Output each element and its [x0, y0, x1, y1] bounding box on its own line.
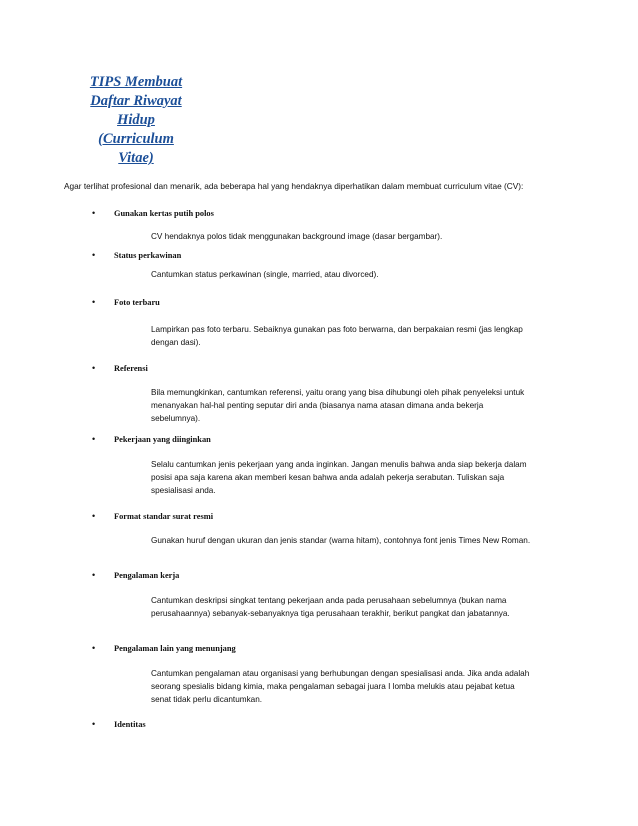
- item-description: Gunakan huruf dengan ukuran dan jenis standar (warna hitam), contohnya font jenis Times New Roman.: [151, 536, 531, 545]
- title-line: Vitae): [118, 150, 154, 166]
- item-description: CV hendaknya polos tidak menggunakan background image (dasar bergambar).: [151, 232, 443, 241]
- item-heading: Referensi: [114, 364, 148, 373]
- bullet-icon: •: [92, 511, 96, 521]
- item-heading: Foto terbaru: [114, 298, 160, 307]
- item-description: Cantumkan pengalaman atau organisasi yang berhubungan dengan spesialisasi anda. Jika anda adalah seorang spesialis bidang kimia, maka pengalaman sebagai juara I lomba melukis atau pejabat ketua senat tidak perlu dicantumkan.: [151, 669, 530, 704]
- item-heading: Pengalaman lain yang menunjang: [114, 644, 236, 653]
- bullet-icon: •: [92, 297, 96, 307]
- item-description: Lampirkan pas foto terbaru. Sebaiknya gunakan pas foto berwarna, dan berpakaian resmi (jas lengkap dengan dasi).: [151, 325, 523, 347]
- item-description: Bila memungkinkan, cantumkan referensi, yaitu orang yang bisa dihubungi oleh pihak penyeleksi untuk menanyakan hal-hal penting seputar diri anda (biasanya nama atasan dimana anda bekerja sebelumnya).: [151, 388, 525, 423]
- bullet-icon: •: [92, 434, 96, 444]
- intro-paragraph: Agar terlihat profesional dan menarik, ada beberapa hal yang hendaknya diperhatikan dalam membuat curriculum vitae (CV):: [64, 181, 524, 191]
- bullet-icon: •: [92, 719, 96, 729]
- item-description: Cantumkan deskripsi singkat tentang pekerjaan anda pada perusahaan sebelumnya (bukan nama perusahaannya) sebanyak-sebanyaknya tiga perusahaan terakhir, berikut pangkat dan jabatannya.: [151, 596, 510, 618]
- title-line: Hidup: [117, 112, 155, 128]
- bullet-icon: •: [92, 208, 96, 218]
- item-heading: Pengalaman kerja: [114, 571, 180, 580]
- item-heading: Format standar surat resmi: [114, 512, 214, 521]
- item-description: Selalu cantumkan jenis pekerjaan yang anda inginkan. Jangan menulis bahwa anda siap bekerja dalam posisi apa saja karena akan memberi kesan bahwa anda adalah pekerja serabutan. Tuliskan saja spesialisasi anda.: [151, 460, 527, 495]
- item-heading: Identitas: [114, 720, 146, 729]
- title-line: TIPS Membuat: [89, 74, 183, 90]
- document-title: [72, 73, 200, 168]
- title-line: Daftar Riwayat: [90, 93, 182, 109]
- bullet-icon: •: [92, 643, 96, 653]
- title-line: (Curriculum: [98, 131, 174, 147]
- item-heading: Status perkawinan: [114, 251, 182, 260]
- item-description: Cantumkan status perkawinan (single, married, atau divorced).: [151, 270, 379, 279]
- bullet-icon: •: [92, 250, 96, 260]
- item-heading: Pekerjaan yang diinginkan: [114, 435, 211, 444]
- bullet-icon: •: [92, 363, 96, 373]
- bullet-icon: •: [92, 570, 96, 580]
- item-heading: Gunakan kertas putih polos: [114, 209, 214, 218]
